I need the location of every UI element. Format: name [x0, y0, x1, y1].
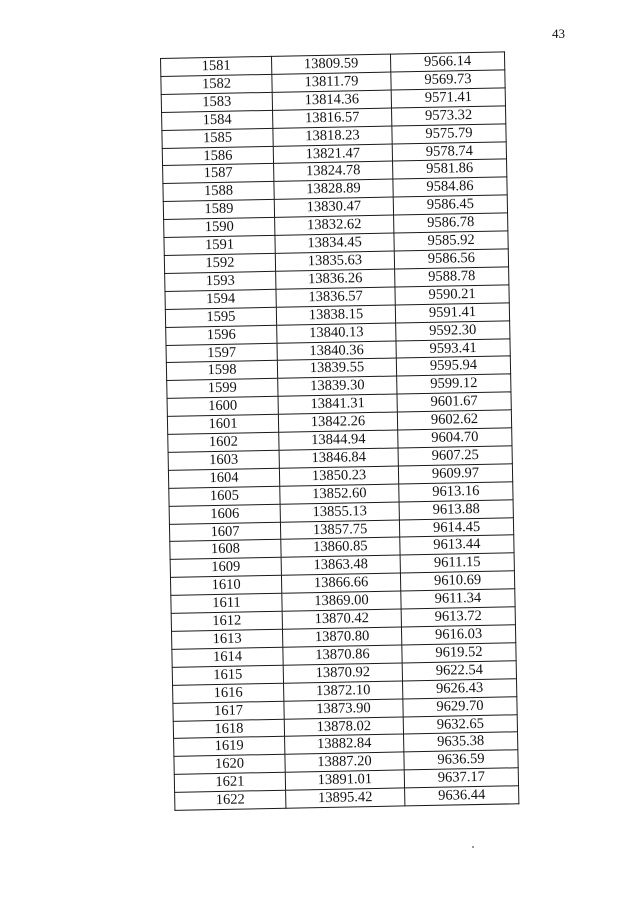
point-number-cell: 1611 — [171, 593, 282, 613]
y-coordinate-cell: 9610.69 — [400, 571, 514, 591]
point-number-cell: 1597 — [166, 343, 277, 363]
point-number-cell: 1599 — [167, 379, 278, 399]
x-coordinate-cell: 13830.47 — [274, 197, 393, 217]
x-coordinate-cell: 13840.36 — [277, 341, 396, 361]
x-coordinate-cell: 13838.15 — [276, 305, 395, 325]
y-coordinate-cell: 9632.65 — [403, 714, 517, 734]
x-coordinate-cell: 13852.60 — [280, 484, 399, 504]
y-coordinate-cell: 9575.79 — [392, 123, 506, 143]
x-coordinate-cell: 13863.48 — [281, 555, 400, 575]
point-number-cell: 1619 — [174, 737, 285, 757]
x-coordinate-cell: 13839.55 — [277, 358, 396, 378]
x-coordinate-cell: 13878.02 — [284, 716, 403, 736]
point-number-cell: 1602 — [168, 432, 279, 452]
point-number-cell: 1596 — [166, 325, 277, 345]
x-coordinate-cell: 13869.00 — [282, 591, 401, 611]
y-coordinate-cell: 9590.21 — [395, 285, 509, 305]
x-coordinate-cell: 13836.57 — [276, 287, 395, 307]
y-coordinate-cell: 9635.38 — [404, 732, 518, 752]
x-coordinate-cell: 13857.75 — [280, 520, 399, 540]
point-number-cell: 1593 — [165, 271, 276, 291]
x-coordinate-cell: 13850.23 — [279, 466, 398, 486]
y-coordinate-cell: 9629.70 — [403, 696, 517, 716]
y-coordinate-cell: 9573.32 — [391, 106, 505, 126]
point-number-cell: 1622 — [175, 790, 286, 810]
page-number: 43 — [552, 26, 565, 41]
x-coordinate-cell: 13828.89 — [274, 179, 393, 199]
x-coordinate-cell: 13839.30 — [278, 376, 397, 396]
x-coordinate-cell: 13836.26 — [276, 269, 395, 289]
point-number-cell: 1613 — [172, 629, 283, 649]
scan-speck — [472, 846, 474, 848]
x-coordinate-cell: 13846.84 — [279, 448, 398, 468]
table-body — [161, 52, 519, 811]
y-coordinate-cell: 9611.15 — [400, 553, 514, 573]
y-coordinate-cell: 9586.45 — [393, 195, 507, 215]
y-coordinate-cell: 9599.12 — [397, 374, 511, 394]
point-number-cell: 1589 — [163, 200, 274, 220]
y-coordinate-cell: 9619.52 — [402, 643, 516, 663]
x-coordinate-cell: 13870.92 — [283, 663, 402, 683]
x-coordinate-cell: 13816.57 — [273, 108, 392, 128]
y-coordinate-cell: 9591.41 — [395, 303, 509, 323]
x-coordinate-cell: 13855.13 — [280, 502, 399, 522]
x-coordinate-cell: 13887.20 — [285, 752, 404, 772]
x-coordinate-cell: 13870.80 — [282, 627, 401, 647]
y-coordinate-cell: 9636.59 — [404, 750, 518, 770]
x-coordinate-cell: 13834.45 — [275, 233, 394, 253]
point-number-cell: 1595 — [165, 307, 276, 327]
y-coordinate-cell: 9593.41 — [396, 338, 510, 358]
y-coordinate-cell: 9569.73 — [391, 70, 505, 90]
point-number-cell: 1583 — [161, 92, 272, 112]
y-coordinate-cell: 9609.97 — [398, 464, 512, 484]
y-coordinate-cell: 9613.72 — [401, 607, 515, 627]
x-coordinate-cell: 13873.90 — [284, 699, 403, 719]
x-coordinate-cell: 13809.59 — [271, 54, 390, 74]
point-number-cell: 1591 — [164, 235, 275, 255]
y-coordinate-cell: 9616.03 — [401, 625, 515, 645]
y-coordinate-cell: 9613.16 — [399, 482, 513, 502]
point-number-cell: 1608 — [170, 540, 281, 560]
y-coordinate-cell: 9588.78 — [395, 267, 509, 287]
x-coordinate-cell: 13821.47 — [273, 144, 392, 164]
point-number-cell: 1582 — [161, 74, 272, 94]
point-number-cell: 1616 — [173, 683, 284, 703]
point-number-cell: 1588 — [163, 182, 274, 202]
x-coordinate-cell: 13842.26 — [278, 412, 397, 432]
y-coordinate-cell: 9607.25 — [398, 446, 512, 466]
x-coordinate-cell: 13811.79 — [272, 72, 391, 92]
x-coordinate-cell: 13866.66 — [281, 573, 400, 593]
y-coordinate-cell: 9614.45 — [399, 517, 513, 537]
x-coordinate-cell: 13832.62 — [275, 215, 394, 235]
point-number-cell: 1604 — [168, 468, 279, 488]
y-coordinate-cell: 9613.44 — [400, 535, 514, 555]
point-number-cell: 1598 — [166, 361, 277, 381]
y-coordinate-cell: 9637.17 — [404, 768, 518, 788]
point-number-cell: 1605 — [169, 486, 280, 506]
y-coordinate-cell: 9604.70 — [398, 428, 512, 448]
coordinates-table — [160, 51, 519, 811]
x-coordinate-cell: 13824.78 — [274, 161, 393, 181]
y-coordinate-cell: 9592.30 — [396, 320, 510, 340]
point-number-cell: 1584 — [162, 110, 273, 130]
y-coordinate-cell: 9571.41 — [391, 88, 505, 108]
y-coordinate-cell: 9566.14 — [390, 52, 504, 72]
point-number-cell: 1620 — [174, 755, 285, 775]
x-coordinate-cell: 13841.31 — [278, 394, 397, 414]
x-coordinate-cell: 13818.23 — [273, 126, 392, 146]
x-coordinate-cell: 13814.36 — [272, 90, 391, 110]
point-number-cell: 1603 — [168, 450, 279, 470]
x-coordinate-cell: 13870.42 — [282, 609, 401, 629]
point-number-cell: 1607 — [169, 522, 280, 542]
point-number-cell: 1601 — [167, 414, 278, 434]
point-number-cell: 1618 — [173, 719, 284, 739]
point-number-cell: 1590 — [164, 217, 275, 237]
y-coordinate-cell: 9586.56 — [394, 249, 508, 269]
coordinates-table-wrapper — [160, 51, 519, 811]
y-coordinate-cell: 9585.92 — [394, 231, 508, 251]
point-number-cell: 1614 — [172, 647, 283, 667]
x-coordinate-cell: 13860.85 — [281, 537, 400, 557]
point-number-cell: 1594 — [165, 289, 276, 309]
x-coordinate-cell: 13844.94 — [279, 430, 398, 450]
y-coordinate-cell: 9611.34 — [401, 589, 515, 609]
x-coordinate-cell: 13870.86 — [283, 645, 402, 665]
y-coordinate-cell: 9595.94 — [396, 356, 510, 376]
y-coordinate-cell: 9584.86 — [393, 177, 507, 197]
point-number-cell: 1615 — [172, 665, 283, 685]
point-number-cell: 1600 — [167, 397, 278, 417]
y-coordinate-cell: 9581.86 — [393, 159, 507, 179]
point-number-cell: 1612 — [171, 611, 282, 631]
point-number-cell: 1581 — [161, 56, 272, 76]
y-coordinate-cell: 9586.78 — [394, 213, 508, 233]
x-coordinate-cell: 13882.84 — [285, 734, 404, 754]
x-coordinate-cell: 13895.42 — [286, 788, 405, 808]
point-number-cell: 1585 — [162, 128, 273, 148]
y-coordinate-cell: 9578.74 — [392, 141, 506, 161]
point-number-cell: 1621 — [174, 772, 285, 792]
y-coordinate-cell: 9636.44 — [405, 786, 519, 806]
y-coordinate-cell: 9626.43 — [402, 678, 516, 698]
point-number-cell: 1606 — [169, 504, 280, 524]
y-coordinate-cell: 9602.62 — [397, 410, 511, 430]
y-coordinate-cell: 9622.54 — [402, 661, 516, 681]
y-coordinate-cell: 9613.88 — [399, 499, 513, 519]
point-number-cell: 1617 — [173, 701, 284, 721]
y-coordinate-cell: 9601.67 — [397, 392, 511, 412]
point-number-cell: 1586 — [162, 146, 273, 166]
x-coordinate-cell: 13835.63 — [275, 251, 394, 271]
x-coordinate-cell: 13872.10 — [284, 681, 403, 701]
point-number-cell: 1592 — [164, 253, 275, 273]
point-number-cell: 1610 — [170, 576, 281, 596]
point-number-cell: 1587 — [163, 164, 274, 184]
x-coordinate-cell: 13891.01 — [285, 770, 404, 790]
point-number-cell: 1609 — [170, 558, 281, 578]
x-coordinate-cell: 13840.13 — [277, 323, 396, 343]
